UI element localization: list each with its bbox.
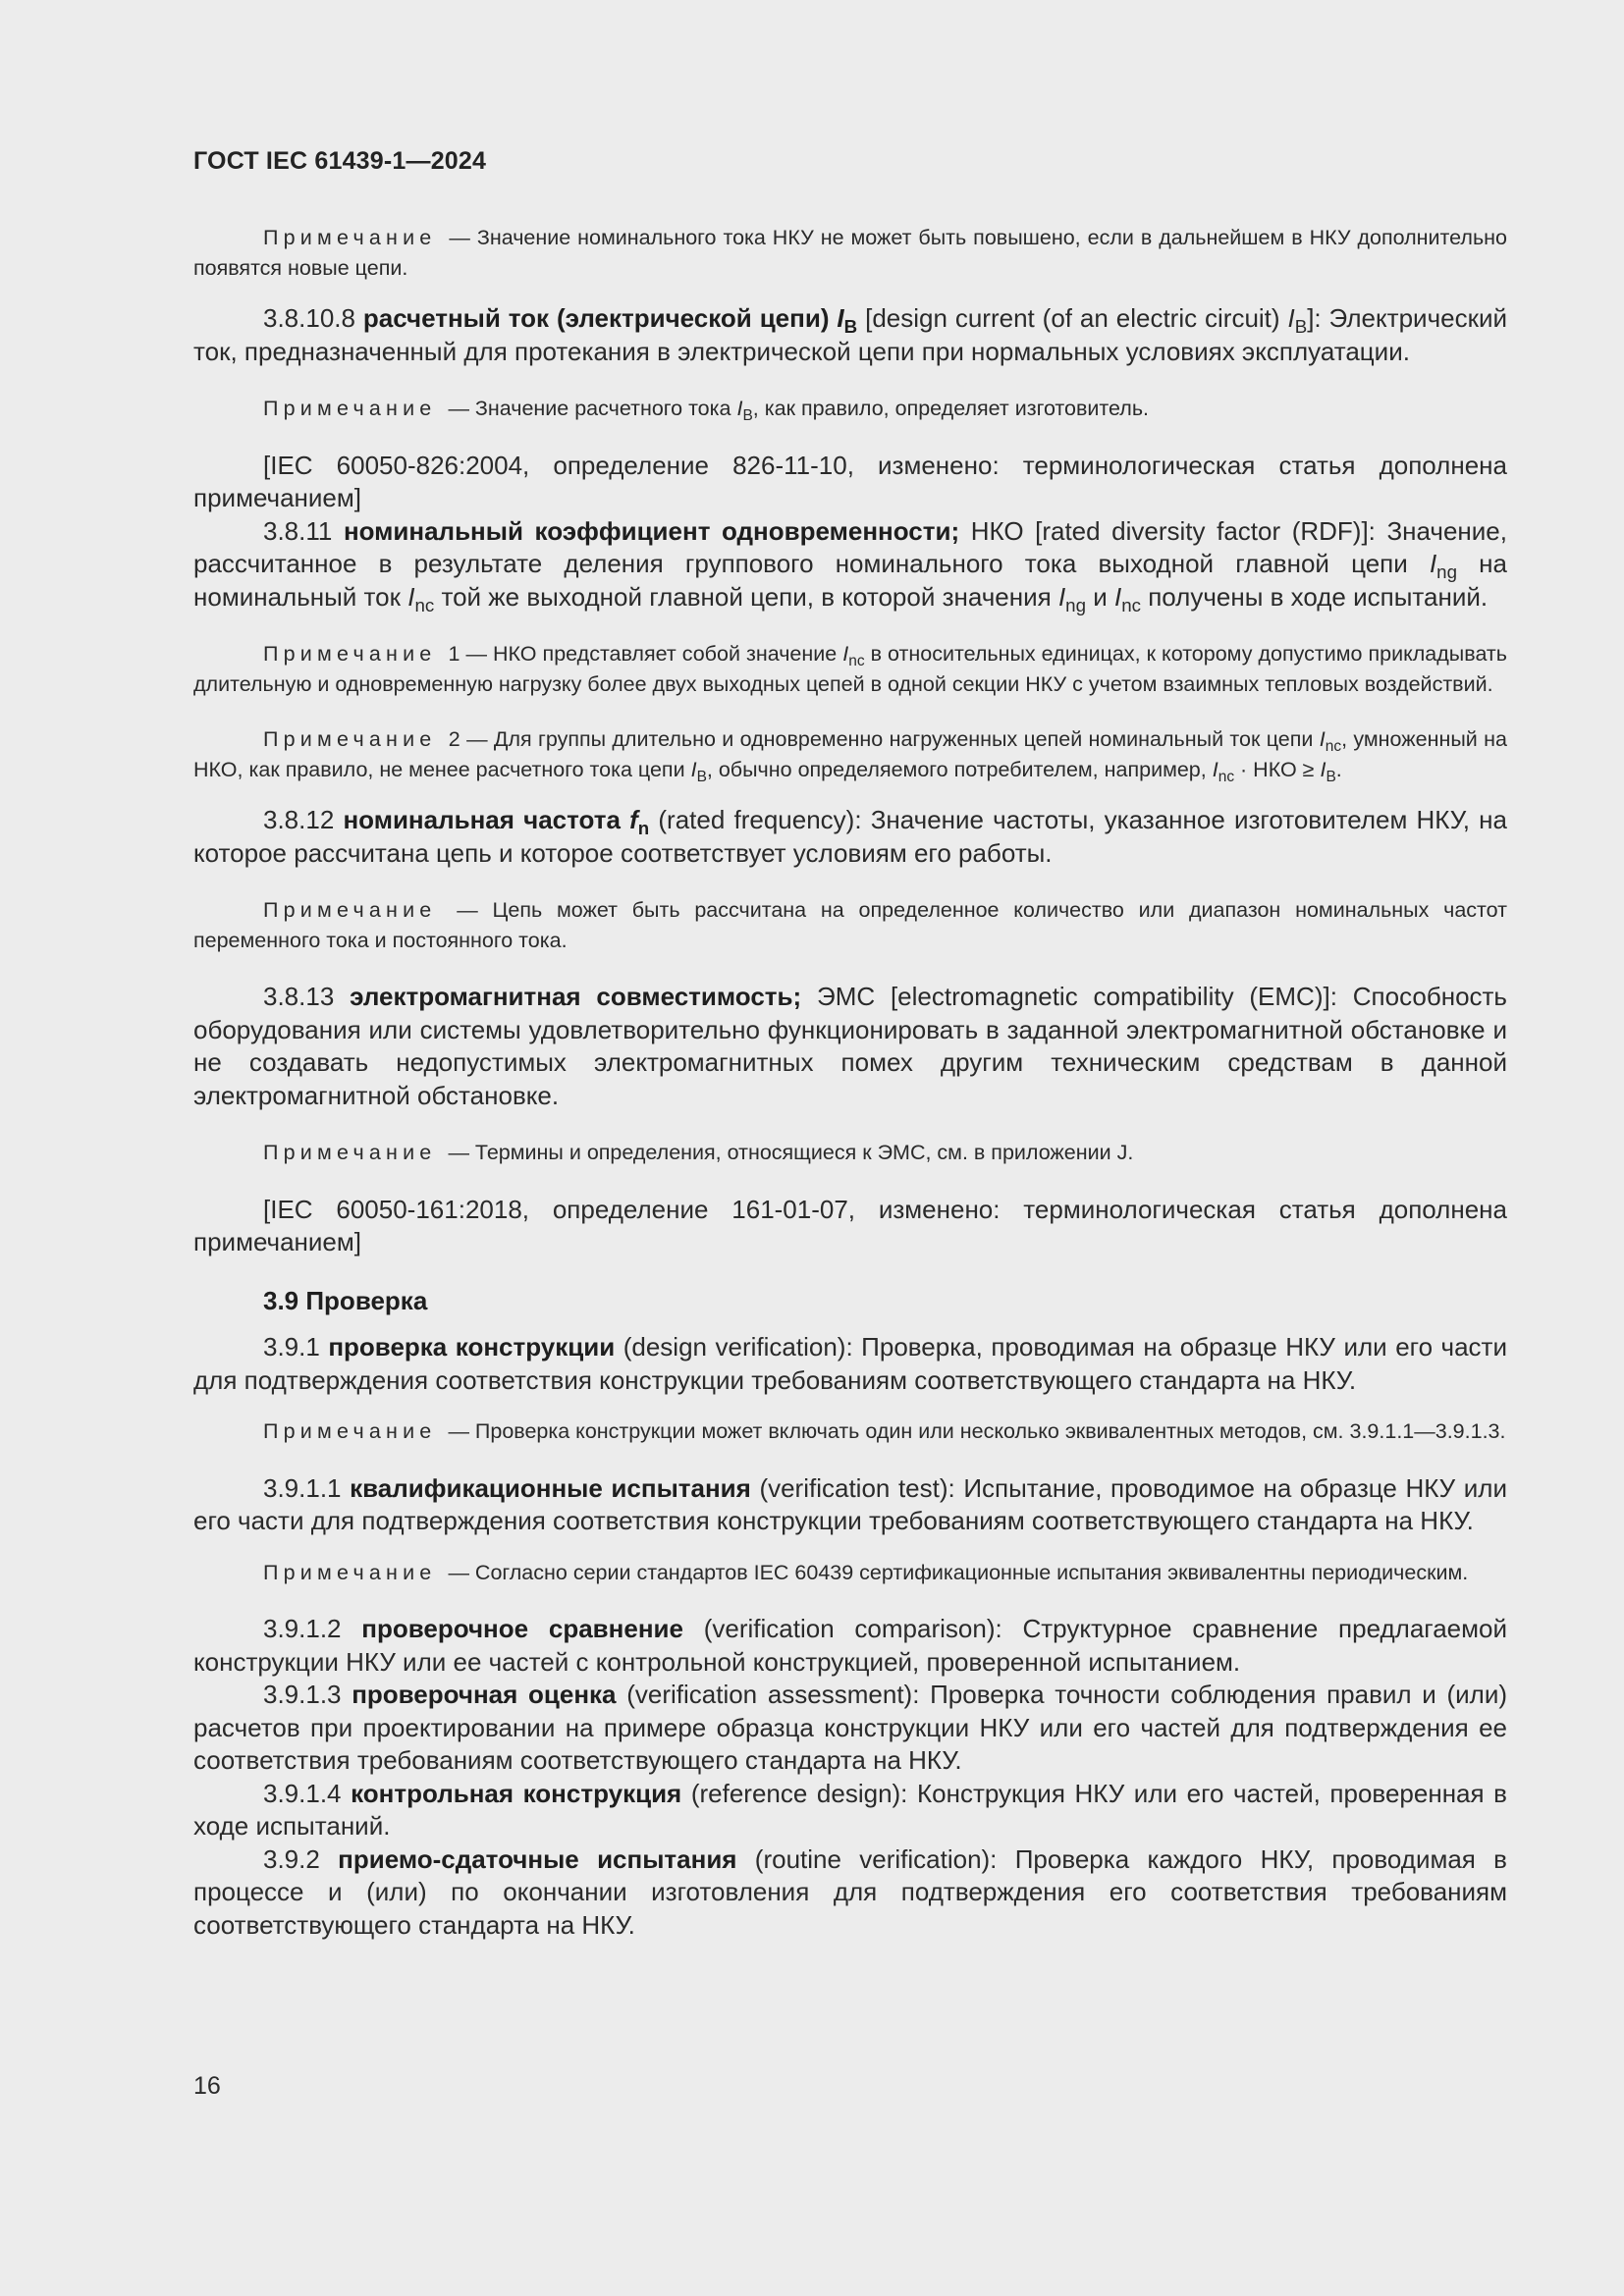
page-number: 16 (193, 2072, 221, 2100)
note-design-verification: Примечание — Проверка конструкции может включать один или несколько эквивалентных методов, см. 3.9.1.1—3.9.1.3. (263, 1419, 1506, 1443)
section-heading-3-9: 3.9 Проверка (263, 1285, 428, 1315)
term-title: проверочное сравнение (361, 1614, 683, 1643)
term-title: номинальная частота $f_n$ (343, 805, 650, 838)
reference-iec-60050-161: [IEC 60050-161:2018, определение 161-01-07, изменено: терминологическая статья дополнена примечанием] (193, 1194, 1507, 1256)
term-3-8-10-8: 3.8.10.8 расчетный ток (электрической цепи) $I_B$ [design current (of an electric circuit) $I_B$]: Электрический ток, предназначенный для протекания в электрической цепи при нормальных условиях эксплуатации. (193, 303, 1507, 366)
term-3-9-1-2: 3.9.1.2 проверочное сравнение (verification comparison): Структурное сравнение предлагаемой конструкции НКУ или ее частей с контрольной конструкцией, проверенной испытанием. (193, 1614, 1507, 1677)
term-title: электромагнитная совместимость; (350, 982, 802, 1011)
note-label: Примечание (263, 397, 437, 420)
term-3-8-11: 3.8.11 номинальный коэффициент одновременности; НКО [rated diversity factor (RDF)]: Значение, рассчитанное в результате деления группового номинального тока выходной главной цепи $I_{ng}$ на номинальный ток $I_{nc}$ той же выходной главной цепи, в которой значения $I_{ng}$ и $I_{nc}$ получены в ходе испытаний. (193, 515, 1507, 615)
note-frequency: Примечание — Цепь может быть рассчитана на определенное количество или диапазон номинальных частот переменного тока и постоянного тока. (193, 898, 1507, 952)
term-title: проверочная оценка (352, 1680, 617, 1709)
term-3-9-1-1: 3.9.1.1 квалификационные испытания (verification test): Испытание, проводимое на образце НКУ или его части для подтверждения соответствия конструкции требованиям соответствующего стандарта на НКУ. (193, 1472, 1507, 1535)
note-label: Примечание (263, 1141, 437, 1164)
term-3-9-1-3: 3.9.1.3 проверочная оценка (verification assessment): Проверка точности соблюдения правил и (или) расчетов при проектировании на примере образца конструкции НКУ или его частей для подтверждения ее соответствия требованиям соответствующего стандарта на НКУ. (193, 1680, 1507, 1775)
term-title: контрольная конструкция (351, 1778, 682, 1808)
term-title: приемо-сдаточные испытания (338, 1843, 737, 1874)
term-3-8-12: 3.8.12 номинальная частота $f_n$ (rated frequency): Значение частоты, указанное изготовителем НКУ, на которое рассчитана цепь и которое соответствует условиям его работы. (193, 805, 1507, 868)
note-2-rdf: Примечание 2 — Для группы длительно и одновременно нагруженных цепей номинальный ток цепи $I_{nc}$, умноженный на НКО, как правило, не менее расчетного тока цепи $I_B$, обычно определяемого потребителем, например, $I_{nc}$ · НКО ≥ $I_B$. (193, 727, 1507, 785)
note-iec-60439: Примечание — Согласно серии стандартов IEC 60439 сертификационные испытания эквивалентны периодическим. (263, 1560, 1469, 1584)
note-label: Примечание (263, 226, 437, 249)
note-1-rdf: Примечание 1 — НКО представляет собой значение $I_{nc}$ в относительных единицах, к которому допустимо прикладывать длительную и одновременную нагрузку более двух выходных цепей в одной секции НКУ с учетом взаимных тепловых воздействий. (193, 642, 1507, 696)
note-label: Примечание (263, 898, 437, 922)
term-3-9-1-4: 3.9.1.4 контрольная конструкция (reference design): Конструкция НКУ или его частей, проверенная в ходе испытаний. (193, 1778, 1507, 1841)
note-label: Примечание (263, 727, 437, 751)
standard-header: ГОСТ IEC 61439-1—2024 (193, 147, 487, 175)
term-title: номинальный коэффициент одновременности; (343, 515, 960, 546)
term-3-8-13: 3.8.13 электромагнитная совместимость; ЭМС [electromagnetic compatibility (EMC)]: Способность оборудования или системы удовлетворительно функционировать в заданной электромагнитной обстановке и не создавать недопустимых электромагнитных помех другим техническим средствам в данной электромагнитной обстановке. (193, 982, 1507, 1110)
note-design-current: Примечание — Значение расчетного тока $I_B$, как правило, определяет изготовитель. (263, 397, 1149, 424)
term-3-9-1: 3.9.1 проверка конструкции (design verification): Проверка, проводимая на образце НКУ или его части для подтверждения соответствия конструкции требованиям соответствующего стандарта на НКУ. (193, 1332, 1507, 1395)
term-title: расчетный ток (электрической цепи) $I_B$ (362, 303, 858, 337)
term-title: квалификационные испытания (350, 1472, 751, 1503)
note-label: Примечание (263, 1560, 437, 1584)
term-title: проверка конструкции (328, 1332, 616, 1362)
note-label: Примечание (263, 1419, 437, 1443)
term-3-9-2: 3.9.2 приемо-сдаточные испытания (routine verification): Проверка каждого НКУ, проводимая в процессе и (или) по окончании изготовления для подтверждения его соответствия требованиям соответствующего стандарта на НКУ. (193, 1843, 1507, 1940)
page-content (193, 147, 1507, 1942)
note-label: Примечание (263, 642, 437, 666)
reference-iec-60050-826: [IEC 60050-826:2004, определение 826-11-10, изменено: терминологическая статья дополнена примечанием] (193, 450, 1507, 512)
note-rated-current: Примечание — Значение номинального тока НКУ не может быть повышено, если в дальнейшем в НКУ дополнительно появятся новые цепи. (193, 226, 1507, 280)
note-emc: Примечание — Термины и определения, относящиеся к ЭМС, см. в приложении J. (263, 1141, 1134, 1164)
